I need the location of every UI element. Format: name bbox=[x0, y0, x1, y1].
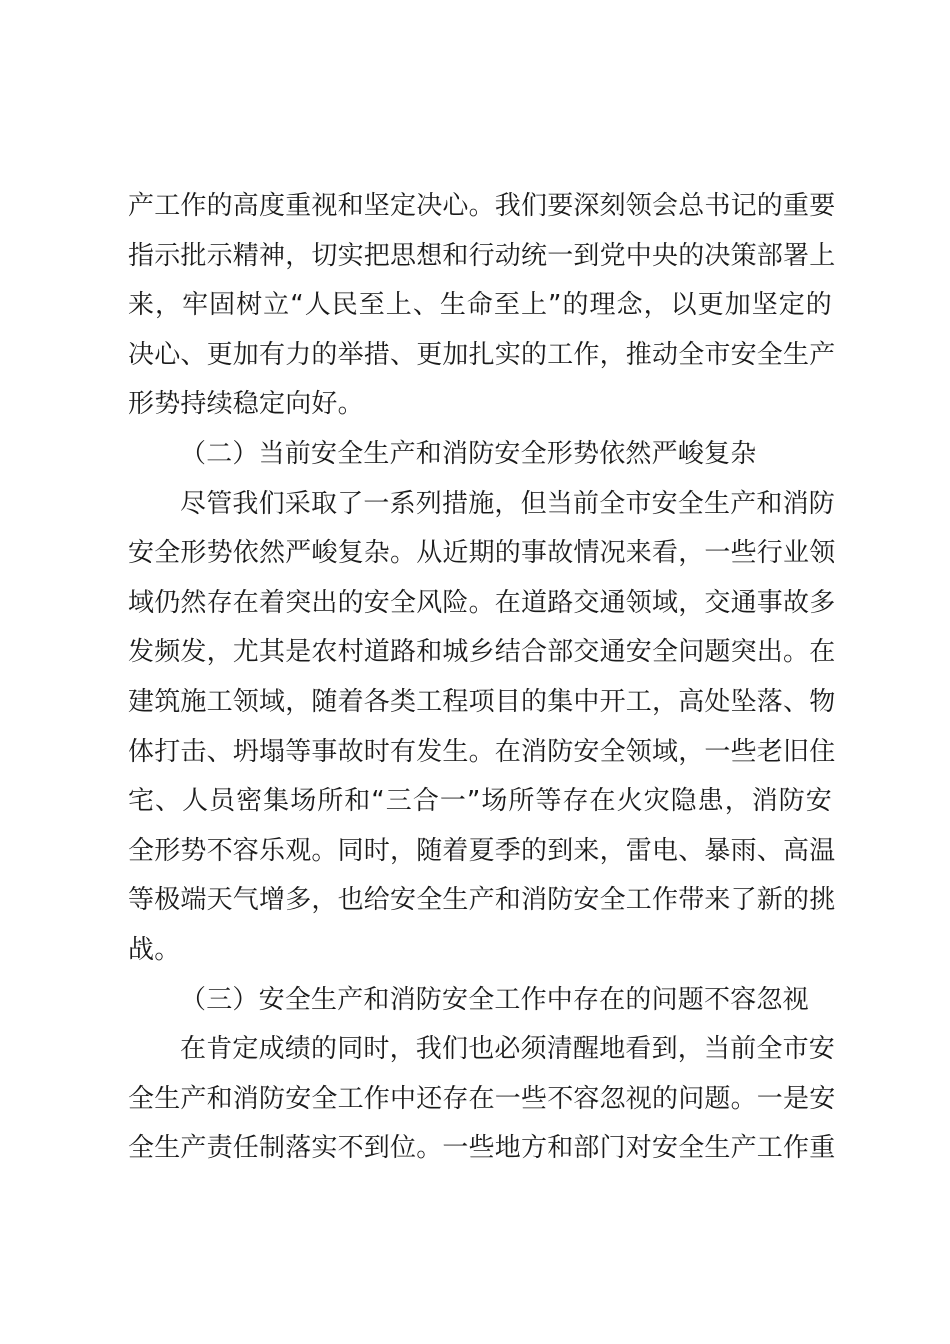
text-line: 决心、更加有力的举措、更加扎实的工作，推动全市安全生产 bbox=[128, 339, 836, 370]
text-line: 战。 bbox=[128, 934, 181, 965]
text-line: 建筑施工领域，随着各类工程项目的集中开工，高处坠落、物 bbox=[128, 686, 836, 717]
text-line: 尽管我们采取了一系列措施，但当前全市安全生产和消防 bbox=[180, 488, 836, 519]
text-line: 发频发，尤其是农村道路和城乡结合部交通安全问题突出。在 bbox=[128, 637, 836, 668]
text-line: 全形势不容乐观。同时，随着夏季的到来，雷电、暴雨、高温 bbox=[128, 835, 836, 866]
text-line: 全生产责任制落实不到位。一些地方和部门对安全生产工作重 bbox=[128, 1133, 836, 1164]
text-line: 等极端天气增多，也给安全生产和消防安全工作带来了新的挑 bbox=[128, 885, 836, 916]
text-line: 来，牢固树立“人民至上、生命至上”的理念，以更加坚定的 bbox=[128, 290, 832, 321]
text-line: 全生产和消防安全工作中还存在一些不容忽视的问题。一是安 bbox=[128, 1083, 836, 1114]
document-body bbox=[128, 182, 836, 1174]
section-heading-2: （二）当前安全生产和消防安全形势依然严峻复杂 bbox=[180, 438, 757, 469]
text-line: 在肯定成绩的同时，我们也必须清醒地看到，当前全市安 bbox=[180, 1034, 836, 1065]
text-line: 产工作的高度重视和坚定决心。我们要深刻领会总书记的重要 bbox=[128, 191, 836, 221]
text-line: 体打击、坍塌等事故时有发生。在消防安全领域，一些老旧住 bbox=[128, 736, 836, 767]
section-heading-3: （三）安全生产和消防安全工作中存在的问题不容忽视 bbox=[180, 984, 809, 1015]
text-line: 形势持续稳定向好。 bbox=[128, 389, 364, 420]
text-line: 安全形势依然严峻复杂。从近期的事故情况来看，一些行业领 bbox=[128, 538, 836, 569]
text-line: 域仍然存在着突出的安全风险。在道路交通领域，交通事故多 bbox=[128, 587, 836, 618]
text-line: 宅、人员密集场所和“三合一”场所等存在火灾隐患，消防安 bbox=[128, 786, 832, 817]
text-line: 指示批示精神，切实把思想和行动统一到党中央的决策部署上 bbox=[128, 240, 836, 271]
